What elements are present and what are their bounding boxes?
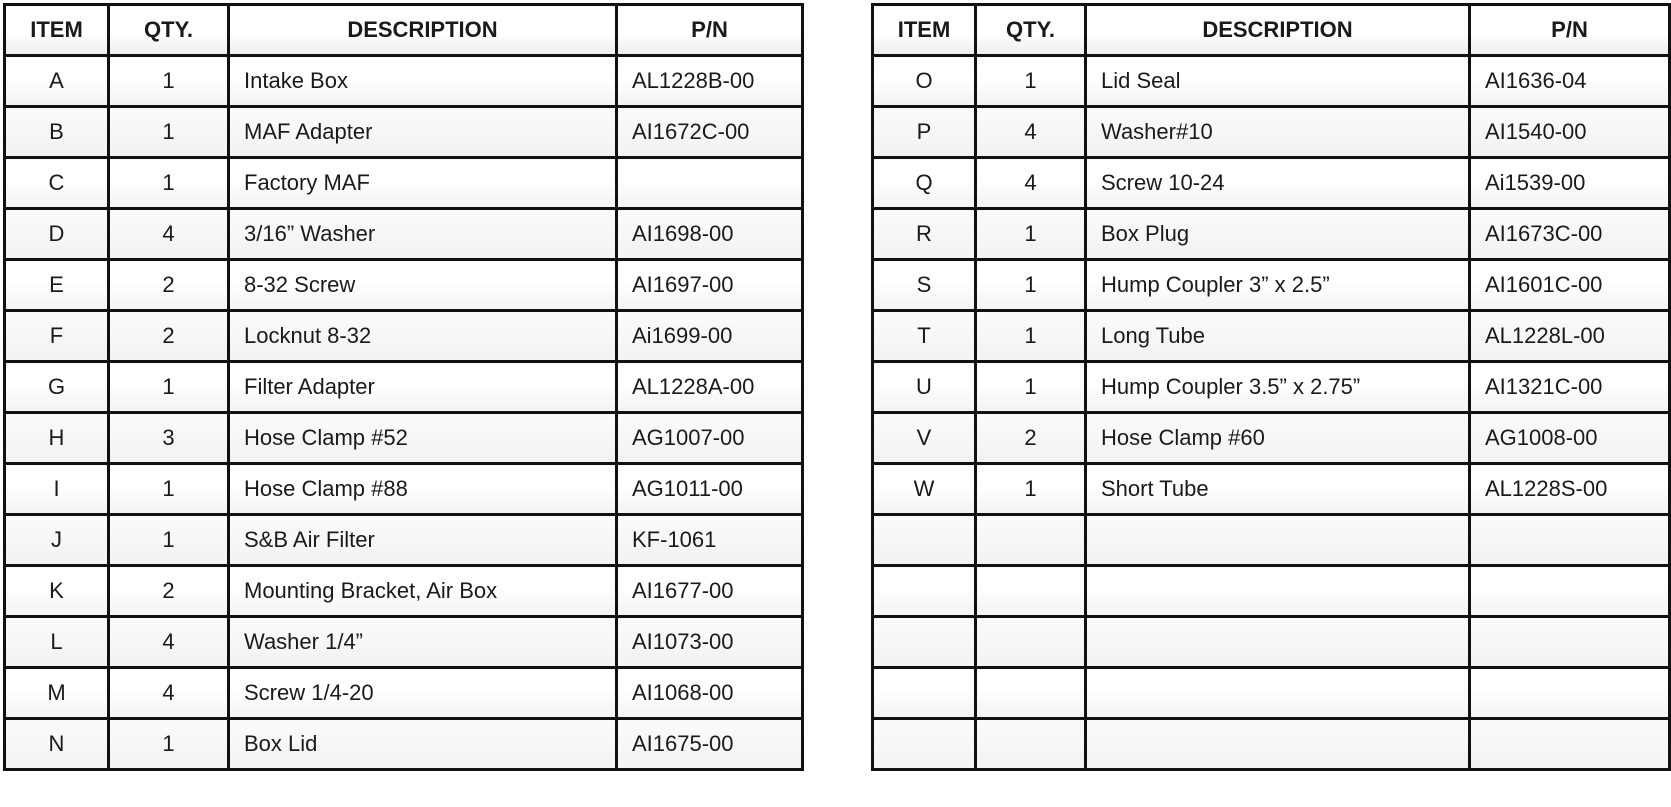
part-number-cell: AI1672C-00 bbox=[617, 107, 803, 158]
item-cell: S bbox=[873, 260, 976, 311]
item-cell: T bbox=[873, 311, 976, 362]
table-row bbox=[5, 719, 803, 770]
table-row bbox=[5, 260, 803, 311]
item-cell: F bbox=[5, 311, 109, 362]
table-row bbox=[873, 56, 1670, 107]
part-number-cell: AI1068-00 bbox=[617, 668, 803, 719]
table-row bbox=[5, 617, 803, 668]
qty-cell bbox=[976, 566, 1086, 617]
item-cell: D bbox=[5, 209, 109, 260]
qty-cell: 4 bbox=[109, 668, 229, 719]
description-cell: Short Tube bbox=[1086, 464, 1470, 515]
part-number-cell: AI1673C-00 bbox=[1470, 209, 1670, 260]
column-header-pn: P/N bbox=[1470, 5, 1670, 56]
part-number-cell: AI1675-00 bbox=[617, 719, 803, 770]
part-number-cell bbox=[617, 158, 803, 209]
description-cell: Screw 1/4-20 bbox=[229, 668, 617, 719]
qty-cell: 1 bbox=[109, 464, 229, 515]
qty-cell: 1 bbox=[976, 56, 1086, 107]
item-cell: O bbox=[873, 56, 976, 107]
description-cell: MAF Adapter bbox=[229, 107, 617, 158]
item-cell bbox=[873, 515, 976, 566]
item-cell: G bbox=[5, 362, 109, 413]
table-row bbox=[873, 413, 1670, 464]
table-row bbox=[873, 617, 1670, 668]
part-number-cell: AG1008-00 bbox=[1470, 413, 1670, 464]
description-cell: Box Plug bbox=[1086, 209, 1470, 260]
table-row bbox=[873, 668, 1670, 719]
description-cell bbox=[1086, 668, 1470, 719]
description-cell: Lid Seal bbox=[1086, 56, 1470, 107]
column-header-item: ITEM bbox=[5, 5, 109, 56]
column-header-item: ITEM bbox=[873, 5, 976, 56]
table-row bbox=[5, 362, 803, 413]
qty-cell: 2 bbox=[976, 413, 1086, 464]
table-header-row bbox=[873, 5, 1670, 56]
item-cell: H bbox=[5, 413, 109, 464]
qty-cell: 1 bbox=[976, 209, 1086, 260]
item-cell: B bbox=[5, 107, 109, 158]
column-header-pn: P/N bbox=[617, 5, 803, 56]
part-number-cell: AL1228B-00 bbox=[617, 56, 803, 107]
qty-cell bbox=[976, 617, 1086, 668]
qty-cell: 1 bbox=[109, 362, 229, 413]
table-row bbox=[5, 515, 803, 566]
qty-cell: 1 bbox=[976, 362, 1086, 413]
part-number-cell: AL1228A-00 bbox=[617, 362, 803, 413]
qty-cell: 2 bbox=[109, 566, 229, 617]
item-cell: L bbox=[5, 617, 109, 668]
item-cell: A bbox=[5, 56, 109, 107]
item-cell bbox=[873, 668, 976, 719]
table-row bbox=[5, 107, 803, 158]
description-cell: Hose Clamp #52 bbox=[229, 413, 617, 464]
description-cell: Locknut 8-32 bbox=[229, 311, 617, 362]
part-number-cell: AL1228S-00 bbox=[1470, 464, 1670, 515]
part-number-cell bbox=[1470, 566, 1670, 617]
table-row bbox=[5, 566, 803, 617]
qty-cell bbox=[976, 515, 1086, 566]
qty-cell bbox=[976, 668, 1086, 719]
parts-list-table-left bbox=[3, 3, 804, 771]
table-row bbox=[5, 464, 803, 515]
table-row bbox=[873, 311, 1670, 362]
part-number-cell bbox=[1470, 668, 1670, 719]
qty-cell: 1 bbox=[109, 107, 229, 158]
qty-cell: 1 bbox=[976, 311, 1086, 362]
item-cell: U bbox=[873, 362, 976, 413]
description-cell: Screw 10-24 bbox=[1086, 158, 1470, 209]
part-number-cell: AI1601C-00 bbox=[1470, 260, 1670, 311]
qty-cell: 1 bbox=[976, 260, 1086, 311]
qty-cell: 2 bbox=[109, 260, 229, 311]
part-number-cell: AI1698-00 bbox=[617, 209, 803, 260]
item-cell: E bbox=[5, 260, 109, 311]
item-cell: V bbox=[873, 413, 976, 464]
table-header-row bbox=[5, 5, 803, 56]
item-cell bbox=[873, 617, 976, 668]
part-number-cell: AL1228L-00 bbox=[1470, 311, 1670, 362]
description-cell: 8-32 Screw bbox=[229, 260, 617, 311]
description-cell: Mounting Bracket, Air Box bbox=[229, 566, 617, 617]
part-number-cell: AG1011-00 bbox=[617, 464, 803, 515]
qty-cell: 1 bbox=[109, 56, 229, 107]
table-row bbox=[5, 413, 803, 464]
table-row bbox=[873, 107, 1670, 158]
description-cell: Factory MAF bbox=[229, 158, 617, 209]
description-cell bbox=[1086, 617, 1470, 668]
table-row bbox=[873, 566, 1670, 617]
item-cell: J bbox=[5, 515, 109, 566]
description-cell: Box Lid bbox=[229, 719, 617, 770]
part-number-cell: AI1697-00 bbox=[617, 260, 803, 311]
table-row bbox=[5, 311, 803, 362]
description-cell: Hose Clamp #88 bbox=[229, 464, 617, 515]
part-number-cell: AI1677-00 bbox=[617, 566, 803, 617]
qty-cell: 3 bbox=[109, 413, 229, 464]
description-cell: Washer 1/4” bbox=[229, 617, 617, 668]
part-number-cell bbox=[1470, 617, 1670, 668]
qty-cell: 4 bbox=[109, 209, 229, 260]
qty-cell: 1 bbox=[109, 515, 229, 566]
qty-cell: 4 bbox=[109, 617, 229, 668]
part-number-cell: AI1540-00 bbox=[1470, 107, 1670, 158]
parts-list-body-left bbox=[5, 56, 803, 770]
table-row bbox=[873, 209, 1670, 260]
table-row bbox=[5, 668, 803, 719]
item-cell: N bbox=[5, 719, 109, 770]
part-number-cell: AI1073-00 bbox=[617, 617, 803, 668]
column-header-qty: QTY. bbox=[109, 5, 229, 56]
column-header-qty: QTY. bbox=[976, 5, 1086, 56]
description-cell: Hump Coupler 3.5” x 2.75” bbox=[1086, 362, 1470, 413]
item-cell: C bbox=[5, 158, 109, 209]
item-cell: R bbox=[873, 209, 976, 260]
part-number-cell: AG1007-00 bbox=[617, 413, 803, 464]
part-number-cell: Ai1539-00 bbox=[1470, 158, 1670, 209]
description-cell bbox=[1086, 515, 1470, 566]
item-cell: W bbox=[873, 464, 976, 515]
item-cell: I bbox=[5, 464, 109, 515]
description-cell: Filter Adapter bbox=[229, 362, 617, 413]
qty-cell bbox=[976, 719, 1086, 770]
qty-cell: 4 bbox=[976, 107, 1086, 158]
description-cell: Long Tube bbox=[1086, 311, 1470, 362]
column-header-description: DESCRIPTION bbox=[1086, 5, 1470, 56]
table-row bbox=[5, 158, 803, 209]
table-row bbox=[873, 362, 1670, 413]
parts-list-body-right bbox=[873, 56, 1670, 770]
description-cell: S&B Air Filter bbox=[229, 515, 617, 566]
qty-cell: 4 bbox=[976, 158, 1086, 209]
description-cell: Hose Clamp #60 bbox=[1086, 413, 1470, 464]
table-row bbox=[873, 719, 1670, 770]
item-cell: M bbox=[5, 668, 109, 719]
table-row bbox=[873, 515, 1670, 566]
description-cell: Intake Box bbox=[229, 56, 617, 107]
description-cell: Washer#10 bbox=[1086, 107, 1470, 158]
description-cell: 3/16” Washer bbox=[229, 209, 617, 260]
qty-cell: 1 bbox=[109, 158, 229, 209]
part-number-cell: AI1636-04 bbox=[1470, 56, 1670, 107]
qty-cell: 2 bbox=[109, 311, 229, 362]
part-number-cell bbox=[1470, 515, 1670, 566]
table-row bbox=[873, 158, 1670, 209]
table-row bbox=[873, 464, 1670, 515]
table-row bbox=[5, 209, 803, 260]
description-cell: Hump Coupler 3” x 2.5” bbox=[1086, 260, 1470, 311]
part-number-cell bbox=[1470, 719, 1670, 770]
item-cell: K bbox=[5, 566, 109, 617]
description-cell bbox=[1086, 719, 1470, 770]
part-number-cell: AI1321C-00 bbox=[1470, 362, 1670, 413]
description-cell bbox=[1086, 566, 1470, 617]
item-cell: Q bbox=[873, 158, 976, 209]
column-header-description: DESCRIPTION bbox=[229, 5, 617, 56]
item-cell bbox=[873, 566, 976, 617]
item-cell: P bbox=[873, 107, 976, 158]
qty-cell: 1 bbox=[976, 464, 1086, 515]
table-row bbox=[873, 260, 1670, 311]
table-row bbox=[5, 56, 803, 107]
part-number-cell: Ai1699-00 bbox=[617, 311, 803, 362]
part-number-cell: KF-1061 bbox=[617, 515, 803, 566]
item-cell bbox=[873, 719, 976, 770]
qty-cell: 1 bbox=[109, 719, 229, 770]
parts-list-table-right bbox=[871, 3, 1671, 771]
